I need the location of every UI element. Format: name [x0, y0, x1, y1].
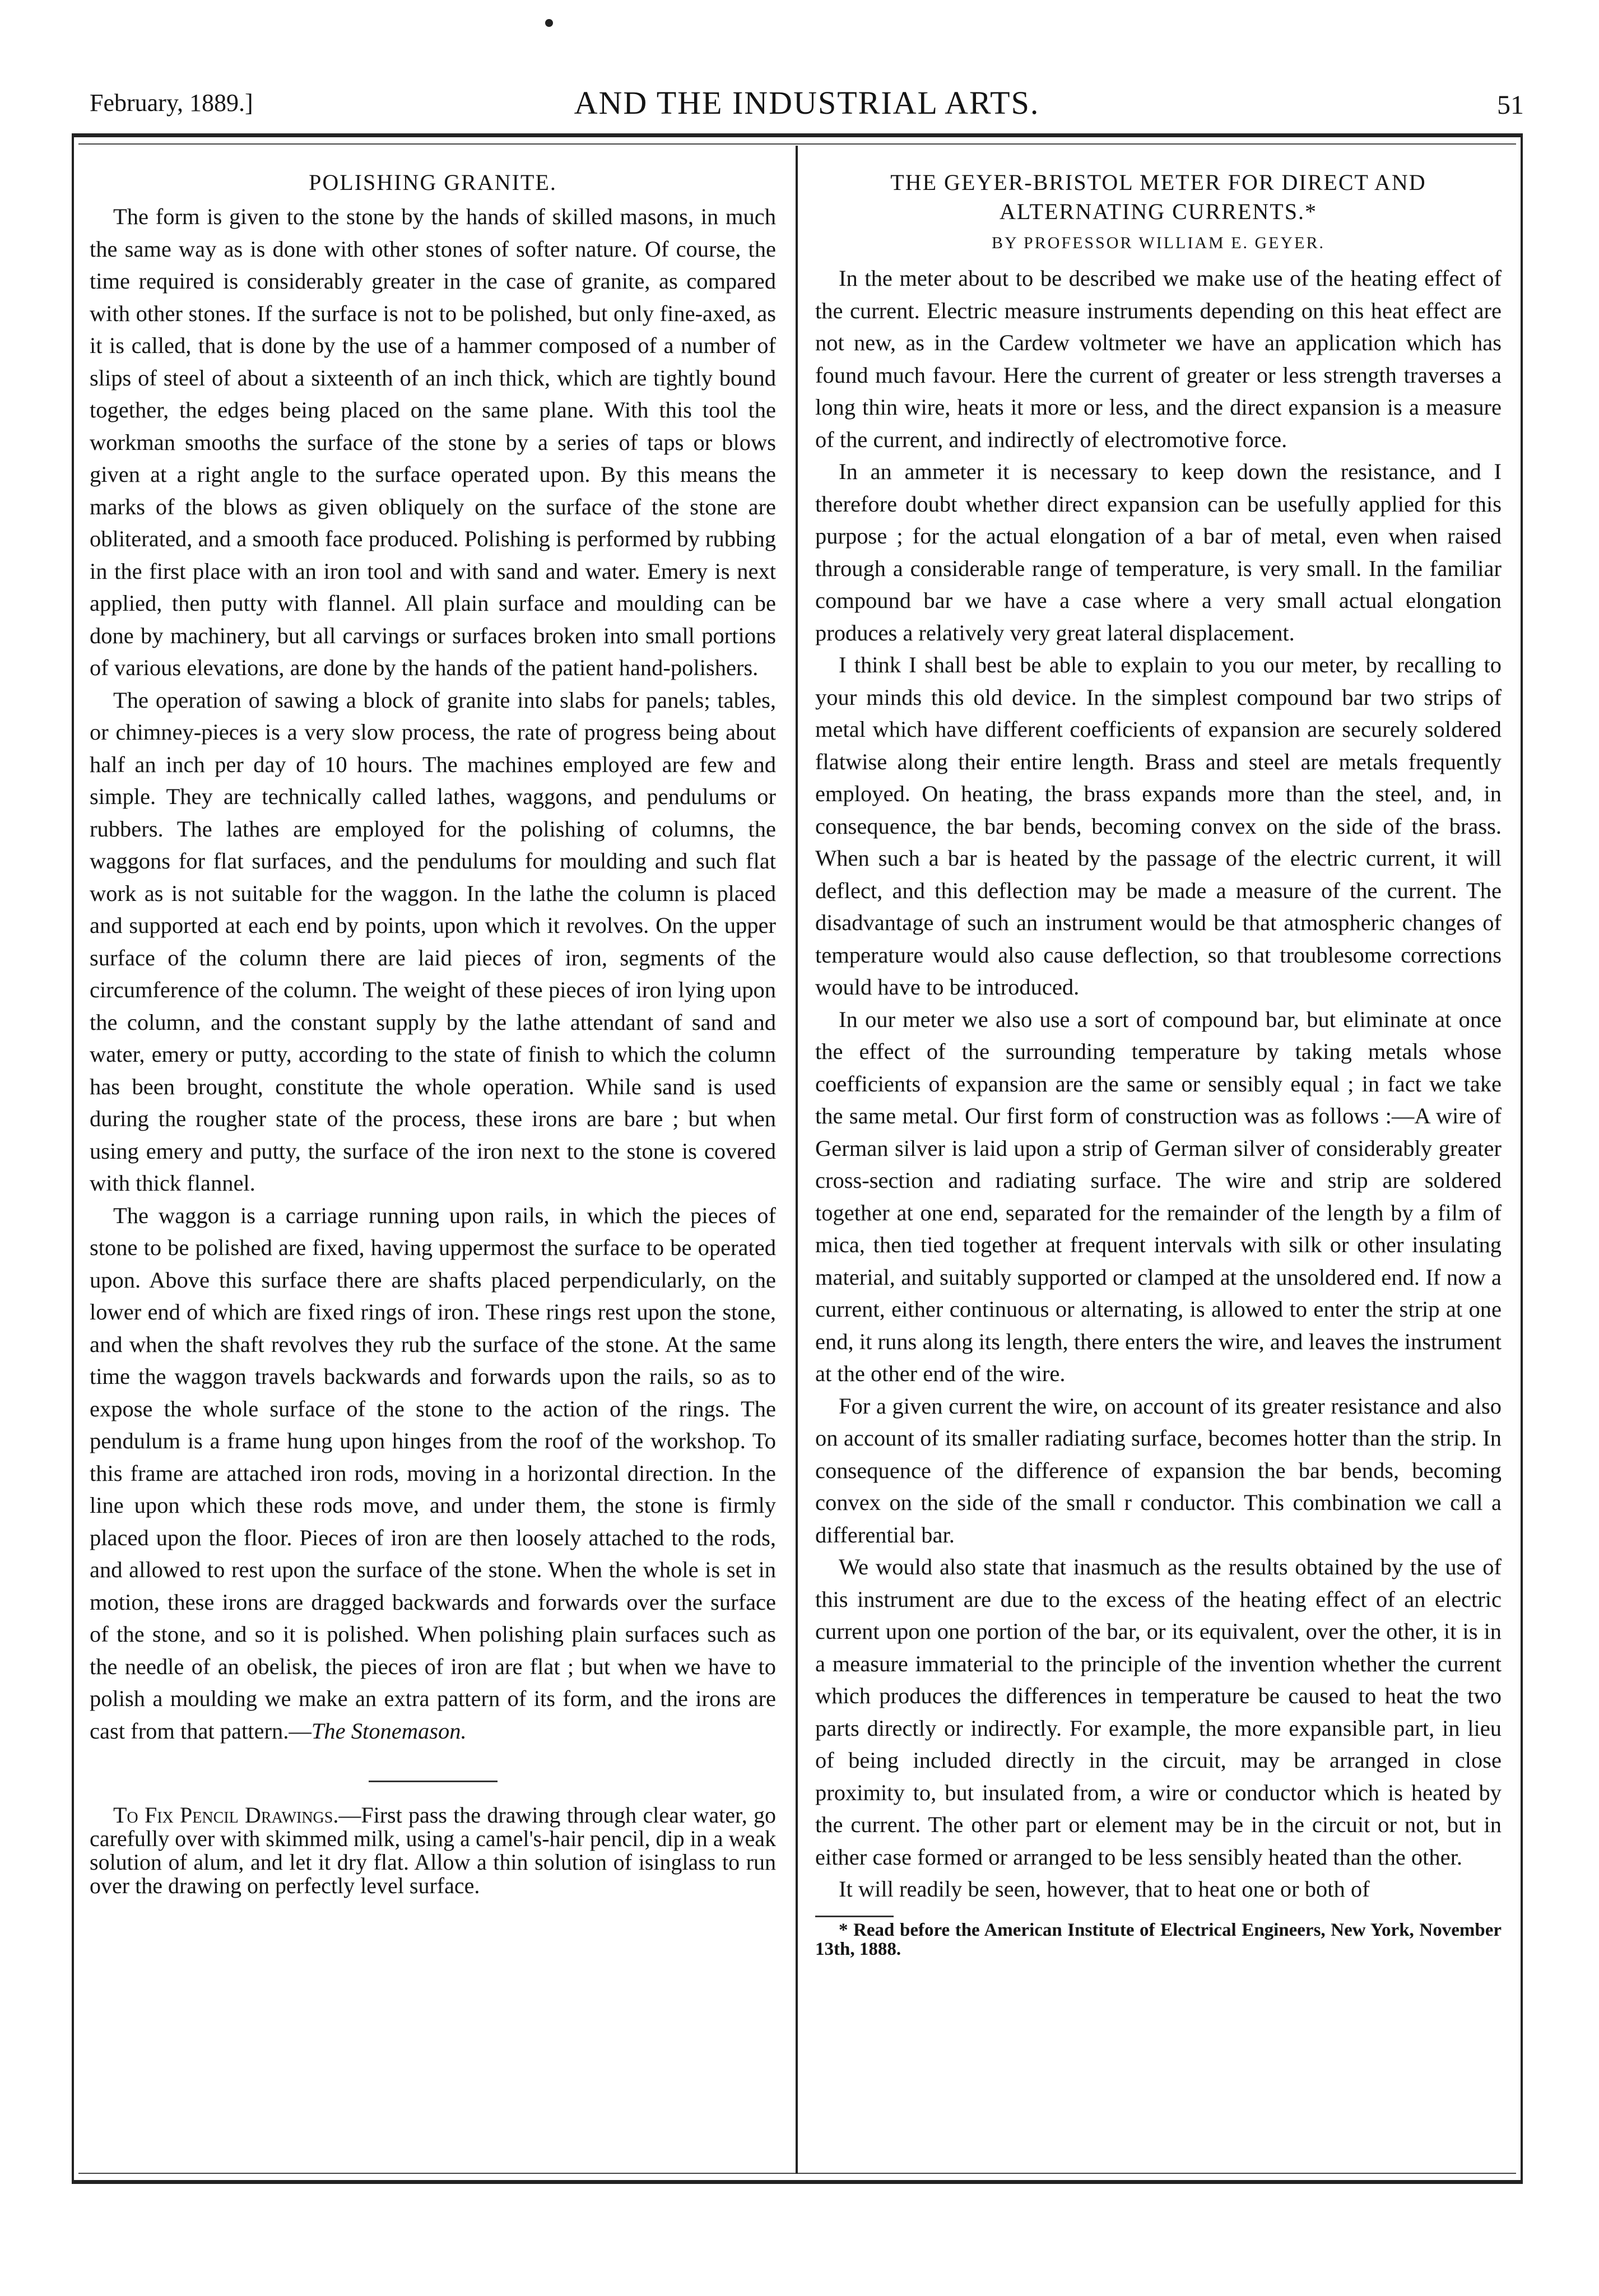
running-head: [90, 84, 1524, 129]
page-number: 51: [1497, 90, 1524, 120]
paragraph: It will readily be seen, however, that to heat one or both of: [839, 1876, 1370, 1902]
paragraph: The form is given to the stone by the hands of skilled masons, in much the same way as is done with other stones of softer nature. Of course, the time required is considerably greater in the case of granite, as compared with other stones. If the surface is not to be polished, but only fine-axed, as it is called, that is done by the use of a hammer composed of a number of slips of steel of about a sixteenth of an inch thick, which are tightly bound together, the edges being placed on the same plane. With this tool the workman smooths the surface of the stone by a series of taps or blows given at a right angle to the surface operated upon. By this means the marks of the blows as given obliquely on the surface of the stone are obliterated, and a smooth face produced. Polishing is performed by rubbing in the first place with an iron tool and with sand and water. Emery is next applied, then putty with flannel. All plain surface and moulding can be done by machinery, but all carvings or surfaces broken into small portions of various elevations, are done by the hands of the patient hand-polishers.: [90, 204, 776, 680]
note-text: —First pass the drawing through clear water, go carefully over with skimmed milk, using a camel's-hair pencil, dip in a weak solution of alum, and let it dry flat. Allow a thin solution of isinglass to run over the drawing on perfectly level surface.: [90, 1802, 776, 1898]
article-heading-geyer-bristol-meter: THE GEYER-BRISTOL METER FOR DIRECT AND ALTERNATING CURRENTS.*: [890, 170, 1426, 224]
ink-dot: [545, 19, 553, 27]
paragraph: [90, 1200, 776, 1747]
section-divider: [369, 1781, 498, 1782]
frame-inner-top-rule: [78, 143, 1516, 145]
issue-date: February, 1889.]: [90, 89, 253, 117]
paragraph: We would also state that inasmuch as the results obtained by the use of this instrument are due to the excess of the heating effect of an electric current upon one portion of the bar, or its equivalent, over the other, it is in a measure immaterial to the principle of the invention whether the current which produces the differences in temperature be caused to heat the two parts directly or indirectly. For example, the more expansible part, in lieu of being included directly in the circuit, may be arranged in close proximity to, but insulated from, a wire or conductor which is heated by the current. The other part or element may be in the circuit or not, but in either case formed or arranged to be less sensibly heated than the other.: [815, 1554, 1502, 1870]
note-title: To Fix Pencil Drawings.: [113, 1802, 339, 1828]
journal-title: AND THE INDUSTRIAL ARTS.: [574, 85, 1040, 121]
paragraph-text: The waggon is a carriage running upon rails, in which the pieces of stone to be polished are fixed, having uppermost the surface to be operated upon. Above this surface there are shafts placed perpendicularly, on the lower end of which are fixed rings of iron. These rings rest upon the stone, and when the shaft revolves they rub the surface of the stone. At the same time the waggon travels backwards and forwards upon the rails, so as to expose the whole surface of the stone to the action of the rings. The pendulum is a frame hung upon hinges from the roof of the workshop. To this frame are attached iron rods, moving in a horizontal direction. In the line upon which these rods move, and under them, the stone is firmly placed upon the floor. Pieces of iron are then loosely attached to the rods, and allowed to rest upon the surface of the stone. When the whole is set in motion, these irons are dragged backwards and forwards over the surface of the stone, and so it is polished. When polishing plain surfaces such as the needle of an obelisk, the pieces of iron are flat ; but when we have to polish a moulding we make an extra pattern of its form, and the irons are cast from that pattern.—: [90, 1202, 776, 1744]
paragraph: The operation of sawing a block of granite into slabs for panels; tables, or chimney-pieces is a very slow process, the rate of progress being about half an inch per day of 10 hours. The machines employed are few and simple. They are technically called lathes, waggons, and pendulums or rubbers. The lathes are employed for the polishing of columns, the waggons for flat surfaces, and the pendulums for moulding and such flat work as is not suitable for the waggon. In the lathe the column is placed and supported at each end by points, upon which it revolves. On the upper surface of the column there are laid pieces of iron, segments of the circumference of the column. The weight of these pieces of iron lying upon the column, and the constant supply by the lathe attendant of sand and water, emery or putty, according to the state of finish to which the column has been brought, constitute the whole operation. While sand is used during the rougher state of the process, these irons are bare ; but when using emery and putty, the surface of the iron next to the stone is covered with thick flannel.: [90, 687, 776, 1196]
column-divider: [796, 146, 798, 2174]
paragraph: For a given current the wire, on account of its greater resistance and also on account of its smaller radiating surface, becomes hotter than the strip. In consequence of the difference of expansion the bar bends, becoming convex on the side of the small r conductor. This combination we call a differential bar.: [815, 1393, 1502, 1547]
paragraph: I think I shall best be able to explain to you our meter, by recalling to your minds this old device. In the simplest compound bar two strips of metal which have different coefficients of expansion are securely soldered flatwise along their entire length. Brass and steel are metals frequently employed. On heating, the brass expands more than the steel, and, in consequence, the bar bends, becoming convex on the side of the brass. When such a bar is heated by the passage of the electric current, it will deflect, and this deflection may be made a measure of the current. The disadvantage of such an instrument would be that atmospheric changes of temperature would also cause deflection, so that troublesome corrections would have to be introduced.: [815, 652, 1502, 1000]
article-heading-polishing-granite: POLISHING GRANITE.: [309, 170, 557, 195]
right-column: [815, 168, 1502, 1959]
footnote-rule: [815, 1916, 894, 1917]
note-pencil-drawings: [90, 1804, 776, 1898]
paragraph: In the meter about to be described we make use of the heating effect of the current. Electric measure instruments depending on this heat effect are not new, as in the Cardew voltmeter we have an application which has found much favour. Here the current of greater or less strength traverses a long thin wire, heats it more or less, and the direct expansion is a measure of the current, and indirectly of electromotive force.: [815, 266, 1502, 452]
footnote: * Read before the American Institute of Electrical Engineers, New York, November 13th, 1888.: [815, 1919, 1502, 1959]
left-column: [90, 168, 776, 1898]
paragraph: In an ammeter it is necessary to keep down the resistance, and I therefore doubt whether direct expansion can be usefully applied for this purpose ; for the actual elongation of a bar of metal, even when raised through a considerable range of temperature, is very small. In the familiar compound bar we have a case where a very small actual elongation produces a relatively very great lateral displacement.: [815, 459, 1502, 645]
source-credit: The Stonemason.: [311, 1718, 467, 1744]
paragraph: In our meter we also use a sort of compound bar, but eliminate at once the effect of the surrounding temperature by taking metals whose coefficients of expansion are the same or sensibly equal ; in fact we take the same metal. Our first form of construction was as follows :—A wire of German silver is laid upon a strip of German silver of considerably greater cross-section and radiating surface. The wire and strip are soldered together at one end, separated for the remainder of the length by a film of mica, then tied together at frequent intervals with silk or other insulating material, and suitably supported or clamped at the unsoldered end. If now a current, either continuous or alternating, is allowed to enter the strip at one end, it runs along its length, there enters the wire, and leaves the instrument at the other end of the wire.: [815, 1006, 1502, 1386]
author-byline: BY PROFESSOR WILLIAM E. GEYER.: [991, 234, 1326, 252]
